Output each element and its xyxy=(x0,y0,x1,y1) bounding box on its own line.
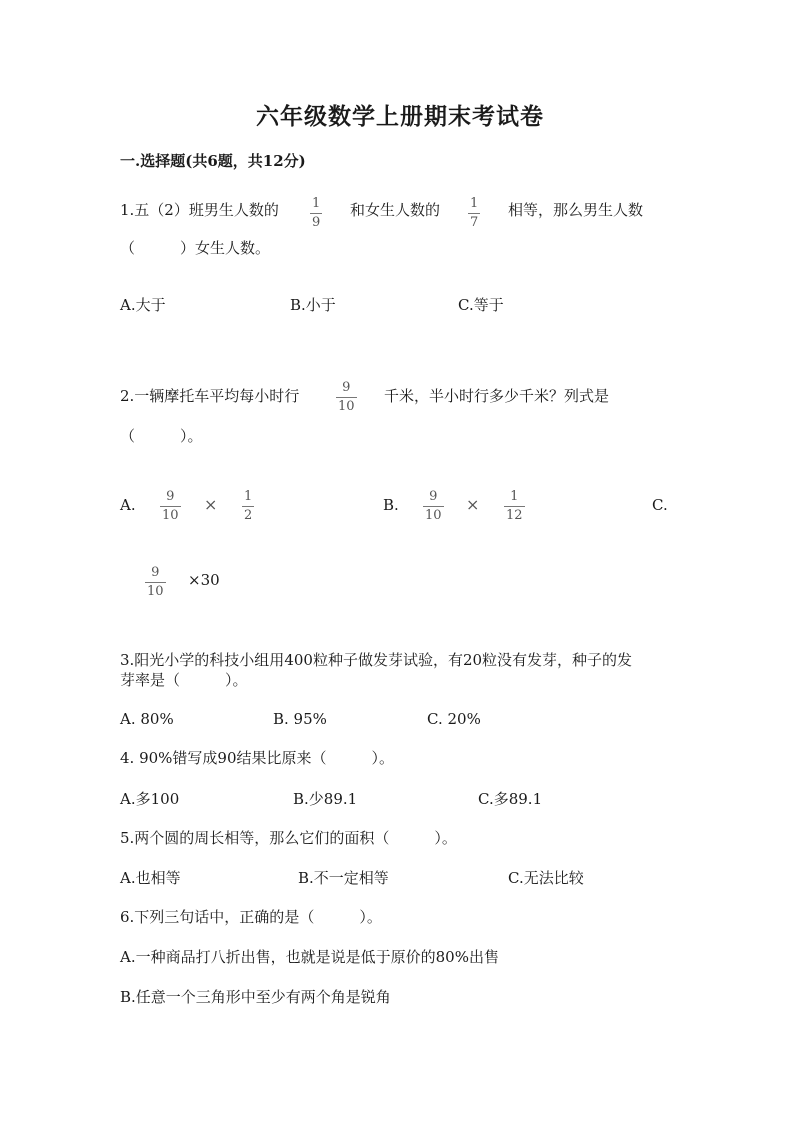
fraction-bar xyxy=(145,582,166,583)
q3-option-b[interactable]: B. 95% xyxy=(273,710,327,728)
q1-text-line2: （ ）女生人数。 xyxy=(120,239,271,257)
q6-option-b[interactable]: B.任意一个三角形中至少有两个角是锐角 xyxy=(120,988,391,1006)
q2-option-a-fraction-2 xyxy=(242,489,254,524)
q3-option-a[interactable]: A. 80% xyxy=(120,710,174,728)
q5-option-a[interactable]: A.也相等 xyxy=(120,869,181,887)
q4-text: 4. 90%错写成90结果比原来（ ）。 xyxy=(120,749,395,767)
q1-text-part3: 相等，那么男生人数 xyxy=(508,201,644,219)
q2-option-b-times: × xyxy=(466,495,480,514)
q2-text-line2: （ ）。 xyxy=(120,427,203,445)
q4-option-c[interactable]: C.多89.1 xyxy=(478,790,543,808)
q6-option-a[interactable]: A.一种商品打八折出售，也就是说是低于原价的80%出售 xyxy=(120,948,499,966)
q1-frac2-denominator: 7 xyxy=(470,215,479,230)
q2-a-frac2-denominator: 2 xyxy=(244,508,253,523)
q2-text-part1: 2.一辆摩托车平均每小时行 xyxy=(120,387,300,405)
q1-frac1-denominator: 9 xyxy=(312,215,321,230)
fraction-bar xyxy=(468,213,480,214)
q4-option-b[interactable]: B.少89.1 xyxy=(293,790,358,808)
q2-option-c-label[interactable]: C. xyxy=(652,496,668,514)
q2-text-part2: 千米，半小时行多少千米？列式是 xyxy=(384,387,610,405)
q2-b-frac2-denominator: 12 xyxy=(506,508,523,523)
fraction-bar xyxy=(504,506,525,507)
q6-text: 6.下列三句话中，正确的是（ ）。 xyxy=(120,908,382,926)
q2-frac-numerator: 9 xyxy=(342,380,351,395)
q5-option-b[interactable]: B.不一定相等 xyxy=(298,869,389,887)
q5-option-c[interactable]: C.无法比较 xyxy=(508,869,584,887)
q2-option-c-fraction xyxy=(145,565,166,600)
fraction-bar xyxy=(160,506,181,507)
q2-a-frac1-numerator: 9 xyxy=(166,489,175,504)
q1-option-b[interactable]: B.小于 xyxy=(290,296,336,314)
q1-frac2-numerator: 1 xyxy=(470,196,479,211)
q2-b-frac1-numerator: 9 xyxy=(429,489,438,504)
page-title: 六年级数学上册期末考试卷 xyxy=(256,103,544,130)
q4-option-a[interactable]: A.多100 xyxy=(120,790,180,808)
q3-text-line2: 芽率是（ ）。 xyxy=(120,671,248,689)
q1-option-c[interactable]: C.等于 xyxy=(458,296,504,314)
q1-frac1-numerator: 1 xyxy=(312,196,321,211)
q2-a-frac2-numerator: 1 xyxy=(244,489,253,504)
fraction-bar xyxy=(336,397,357,398)
fraction-bar xyxy=(310,213,322,214)
q1-fraction-1 xyxy=(310,196,322,231)
q2-option-a-fraction-1 xyxy=(160,489,181,524)
fraction-bar xyxy=(423,506,444,507)
q2-option-c-rest: ×30 xyxy=(188,571,220,589)
section-heading: 一.选择题(共6题，共12分) xyxy=(120,152,306,170)
q3-text-line1: 3.阳光小学的科技小组用400粒种子做发芽试验，有20粒没有发芽，种子的发 xyxy=(120,651,633,669)
fraction-bar xyxy=(242,506,254,507)
q2-option-b-fraction-1 xyxy=(423,489,444,524)
q2-b-frac1-denominator: 10 xyxy=(425,508,442,523)
q2-option-a-times: × xyxy=(204,495,218,514)
q2-option-b-fraction-2 xyxy=(504,489,525,524)
q2-a-frac1-denominator: 10 xyxy=(162,508,179,523)
q1-option-a[interactable]: A.大于 xyxy=(120,296,166,314)
q2-c-frac-numerator: 9 xyxy=(151,565,160,580)
q1-text-part1: 1.五（2）班男生人数的 xyxy=(120,201,279,219)
q3-option-c[interactable]: C. 20% xyxy=(427,710,481,728)
q2-b-frac2-numerator: 1 xyxy=(510,489,519,504)
q2-option-b-label[interactable]: B. xyxy=(383,496,399,514)
q1-fraction-2 xyxy=(468,196,480,231)
q2-c-frac-denominator: 10 xyxy=(147,584,164,599)
q5-text: 5.两个圆的周长相等，那么它们的面积（ ）。 xyxy=(120,829,457,847)
q1-text-part2: 和女生人数的 xyxy=(350,201,441,219)
q2-frac-denominator: 10 xyxy=(338,399,355,414)
q2-fraction xyxy=(336,380,357,415)
q2-option-a-label[interactable]: A. xyxy=(120,496,136,514)
